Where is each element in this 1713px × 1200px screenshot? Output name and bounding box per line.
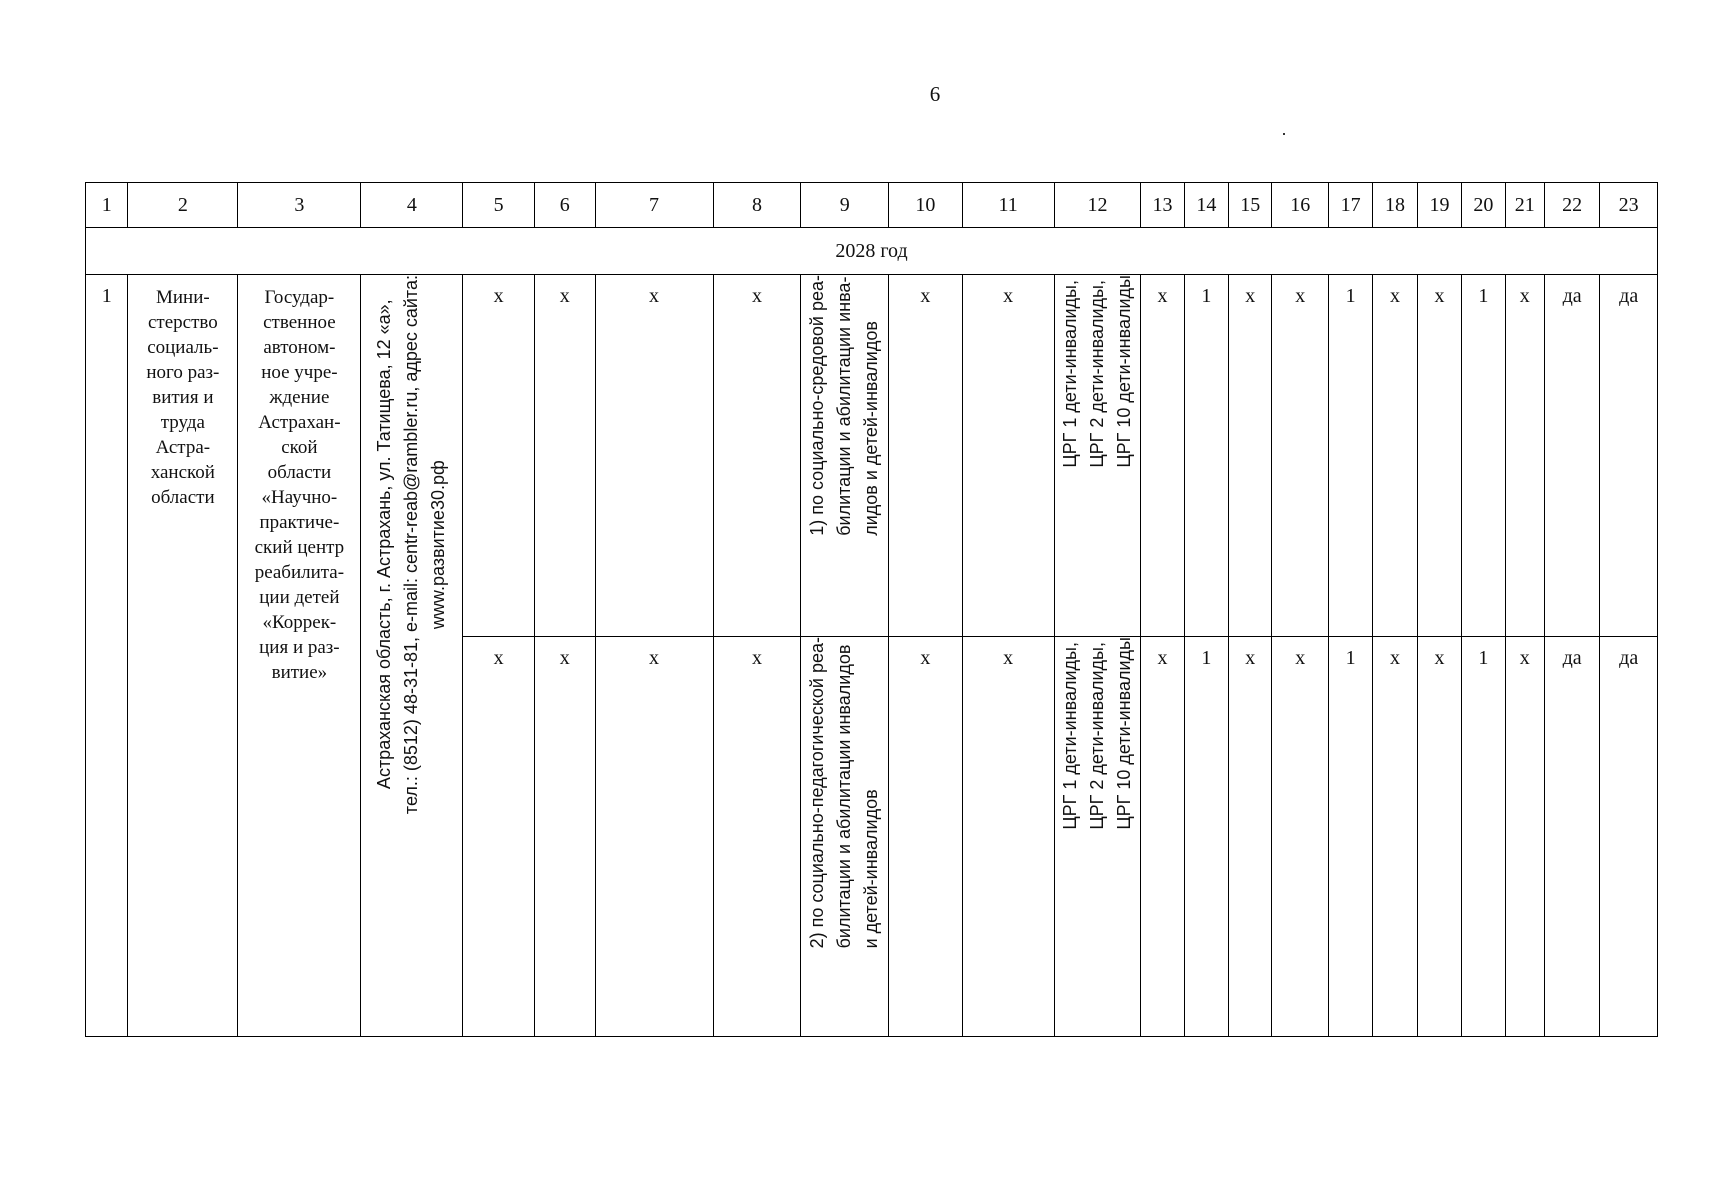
- value-cell: x: [559, 647, 570, 669]
- target-groups: ЦРГ 1 дети-инвалиды, ЦРГ 2 дети-инвалиды, ЦРГ 10 дети-инвалиды: [1059, 637, 1134, 830]
- value-cell: 1: [1478, 285, 1489, 307]
- col-header-19: 19: [1417, 183, 1461, 228]
- col-header-12: 12: [1054, 183, 1141, 228]
- value-cell: x: [1390, 285, 1401, 307]
- ministry-name: Мини- стерство социаль- ного раз- вития и труда Астра- ханской области: [146, 287, 220, 508]
- value-cell: x: [1003, 647, 1014, 669]
- value-cell: x: [1295, 285, 1306, 307]
- value-cell: 1: [1345, 647, 1356, 669]
- col-header-20: 20: [1462, 183, 1505, 228]
- service-row: [86, 275, 1658, 637]
- col-header-2: 2: [128, 183, 238, 228]
- col-header-10: 10: [889, 183, 963, 228]
- value-cell: x: [1245, 285, 1256, 307]
- registry-table: [85, 182, 1658, 1037]
- col-header-1: 1: [86, 183, 128, 228]
- value-cell: x: [493, 647, 504, 669]
- col-header-15: 15: [1229, 183, 1272, 228]
- value-cell: x: [920, 647, 931, 669]
- col-header-17: 17: [1328, 183, 1372, 228]
- col-header-16: 16: [1272, 183, 1329, 228]
- col-header-13: 13: [1141, 183, 1184, 228]
- ministry-cell: [128, 275, 238, 1037]
- service-cell: [801, 275, 889, 637]
- scan-speck: [1283, 133, 1285, 135]
- col-header-4: 4: [361, 183, 463, 228]
- institution-name: Государ- ственное автоном- ное учре- ждение Астрахан- ской области «Научно- практиче- ский центр реабилита- ции детей «Коррек- ция и раз- витие»: [254, 287, 345, 683]
- col-header-21: 21: [1505, 183, 1544, 228]
- col-header-5: 5: [463, 183, 535, 228]
- value-cell: x: [1519, 647, 1530, 669]
- institution-cell: [238, 275, 361, 1037]
- value-cell: x: [1157, 647, 1168, 669]
- value-cell: 1: [1478, 647, 1489, 669]
- col-header-18: 18: [1373, 183, 1417, 228]
- service-description: 1) по социально-средовой реа- билитации и абилитации инва- лидов и детей-инвалидов: [807, 275, 882, 536]
- page-number: 6: [929, 82, 941, 106]
- col-header-23: 23: [1600, 183, 1658, 228]
- value-cell: x: [1157, 285, 1168, 307]
- value-cell: x: [1003, 285, 1014, 307]
- value-cell: x: [493, 285, 504, 307]
- service-description: 2) по социально-педагогической реа- билитации и абилитации инвалидов и детей-инвалидов: [807, 637, 882, 949]
- value-cell: x: [1519, 285, 1530, 307]
- value-cell: x: [1390, 647, 1401, 669]
- target-groups: ЦРГ 1 дети-инвалиды, ЦРГ 2 дети-инвалиды, ЦРГ 10 дети-инвалиды: [1059, 275, 1134, 468]
- col-header-22: 22: [1544, 183, 1599, 228]
- value-cell: да: [1619, 285, 1639, 307]
- value-cell: x: [649, 647, 660, 669]
- service-cell: [801, 637, 889, 1037]
- column-number-row: [86, 183, 1658, 228]
- col-header-14: 14: [1184, 183, 1228, 228]
- value-cell: x: [751, 647, 762, 669]
- value-cell: x: [559, 285, 570, 307]
- year-label: 2028 год: [86, 228, 1658, 275]
- contact-details: Астраханская область, г. Астрахань, ул. Татищева, 12 «а», тел.: (8512) 48-31-81, e-mail: centr-reab@rambler.ru, адрес сайта: www.развитие30.рф: [374, 275, 449, 815]
- entry-number: 1: [86, 275, 128, 1037]
- value-cell: 1: [1345, 285, 1356, 307]
- value-cell: да: [1562, 647, 1582, 669]
- year-row: [86, 228, 1658, 275]
- value-cell: x: [1245, 647, 1256, 669]
- col-header-11: 11: [962, 183, 1054, 228]
- value-cell: да: [1562, 285, 1582, 307]
- target-groups-cell: [1054, 637, 1141, 1037]
- col-header-8: 8: [713, 183, 801, 228]
- target-groups-cell: [1054, 275, 1141, 637]
- col-header-7: 7: [595, 183, 713, 228]
- value-cell: x: [649, 285, 660, 307]
- col-header-3: 3: [238, 183, 361, 228]
- value-cell: да: [1619, 647, 1639, 669]
- value-cell: 1: [1201, 647, 1212, 669]
- value-cell: x: [920, 285, 931, 307]
- value-cell: x: [1434, 647, 1445, 669]
- value-cell: x: [751, 285, 762, 307]
- value-cell: 1: [1201, 285, 1212, 307]
- col-header-6: 6: [534, 183, 595, 228]
- value-cell: x: [1295, 647, 1306, 669]
- address-cell: [361, 275, 463, 1037]
- col-header-9: 9: [801, 183, 889, 228]
- value-cell: x: [1434, 285, 1445, 307]
